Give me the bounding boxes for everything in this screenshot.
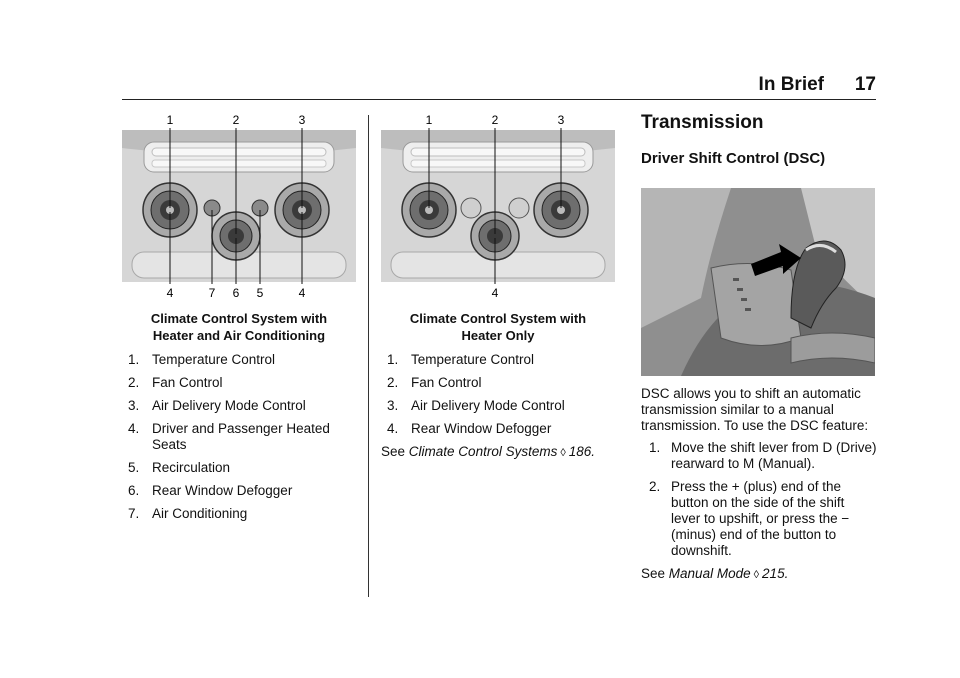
climate-ac-illustration — [122, 112, 356, 284]
callout-top-3: 3 — [298, 113, 306, 127]
page-number: 17 — [854, 74, 876, 95]
callout-top-1: 1 — [425, 113, 433, 127]
subsection-title: Driver Shift Control (DSC) — [641, 150, 826, 167]
climate-heater-list — [381, 352, 615, 437]
climate-ac-list — [122, 352, 356, 522]
bottom-callouts — [122, 284, 356, 300]
column-transmission — [641, 112, 877, 581]
page-header — [0, 72, 960, 102]
list-item: 4. Driver and Passenger Heated Seats — [128, 421, 330, 452]
header-rule — [122, 99, 876, 100]
list-item: 1. Temperature Control — [387, 352, 535, 367]
shift-lever-illustration — [641, 188, 875, 376]
figure-caption-heater: Climate Control System with Heater Only — [409, 311, 587, 343]
blank-button-left — [461, 198, 481, 218]
list-item: 4. Rear Window Defogger — [387, 421, 552, 436]
list-item: 1. Move the shift lever from D (Drive) rearward to M (Manual). — [649, 440, 877, 471]
climate-heater-illustration — [381, 112, 615, 284]
list-item: 3. Air Delivery Mode Control — [128, 398, 306, 413]
figure-climate-ac — [122, 112, 356, 300]
column-divider — [368, 115, 369, 597]
list-item: 1. Temperature Control — [128, 352, 276, 367]
callout-top-1: 1 — [166, 113, 174, 127]
figure-caption-ac: Climate Control System with Heater and Air Conditioning — [150, 311, 328, 343]
section-title: Transmission — [641, 112, 764, 133]
list-item: 2. Fan Control — [128, 375, 223, 390]
callout-top-2: 2 — [491, 113, 499, 127]
see-reference-manual: See Manual Mode ◊ 215. — [641, 566, 789, 581]
climate-control-systems-link[interactable]: Climate Control Systems — [408, 444, 558, 459]
list-item: 2. Fan Control — [387, 375, 482, 390]
callout-bottom-4a: 4 — [166, 286, 174, 300]
list-item: 3. Air Delivery Mode Control — [387, 398, 565, 413]
blank-button-right — [509, 198, 529, 218]
bottom-callouts — [381, 284, 615, 300]
list-item: 5. Recirculation — [128, 460, 231, 475]
dsc-steps — [641, 440, 877, 559]
callout-top-2: 2 — [232, 113, 240, 127]
callout-bottom-4: 4 — [491, 286, 499, 300]
callout-bottom-4b: 4 — [298, 286, 306, 300]
dsc-intro: DSC allows you to shift an automatic transmission similar to a manual transmission. To use the DSC feature: — [641, 386, 869, 433]
manual-mode-link[interactable]: Manual Mode — [668, 566, 751, 581]
callout-top-3: 3 — [557, 113, 565, 127]
callout-bottom-6: 6 — [232, 286, 240, 300]
see-reference-climate: See Climate Control Systems ◊ 186. — [381, 444, 596, 459]
header-title: In Brief — [758, 74, 824, 95]
page-ref-icon: ◊ — [753, 569, 760, 581]
list-item: 6. Rear Window Defogger — [128, 483, 293, 498]
callout-bottom-5: 5 — [256, 286, 264, 300]
column-climate-ac — [122, 112, 356, 529]
list-item: 2. Press the + (plus) end of the button on the side of the shift lever to upshift, or press the − (minus) end of the button to downshift. — [649, 479, 850, 558]
list-item: 7. Air Conditioning — [128, 506, 248, 521]
callout-bottom-7: 7 — [208, 286, 216, 300]
page-ref-icon: ◊ — [560, 447, 566, 459]
figure-climate-heater — [381, 112, 615, 300]
column-climate-heater — [381, 112, 615, 459]
